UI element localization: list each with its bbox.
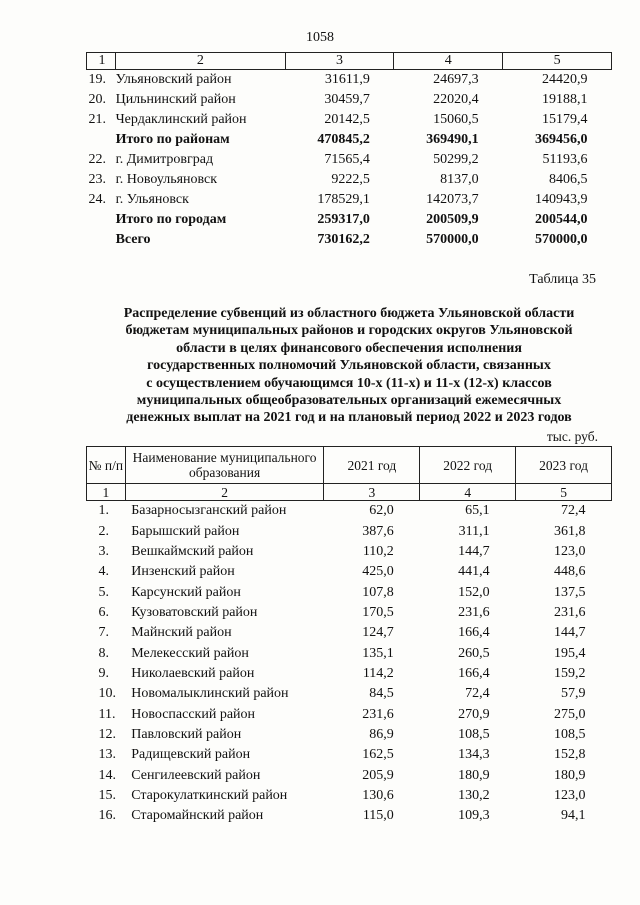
value-col-5: 369456,0 [535, 132, 588, 147]
value-2021: 86,9 [369, 726, 394, 742]
row-number: 12. [98, 726, 116, 742]
row-number: 24. [88, 192, 106, 207]
value-col-5: 140943,9 [535, 192, 588, 207]
value-2021: 130,6 [362, 787, 394, 803]
header-2021: 2021 год [324, 447, 420, 484]
title-line: денежных выплат на 2021 год и на плановый период 2022 и 2023 годов [126, 410, 572, 426]
value-2023: 123,0 [554, 543, 586, 559]
row-number: 13. [98, 747, 116, 763]
value-col-4: 24697,3 [433, 72, 479, 87]
header-name: Наименование муниципального образования [125, 447, 324, 484]
row-number: 7. [98, 625, 109, 641]
value-2023: 180,9 [554, 767, 586, 783]
row-number: 21. [88, 112, 106, 127]
value-2023: 275,0 [554, 706, 586, 722]
municipality-name: Всего [115, 232, 151, 247]
title-line: с осуществлением обучающимся 10-х (11-х) и 11-х (12-х) классов [146, 375, 552, 391]
municipality-name: г. Димитровград [115, 152, 214, 167]
value-2022: 166,4 [458, 625, 490, 641]
value-2022: 441,4 [458, 564, 490, 580]
col-number-2: 2 [116, 53, 285, 70]
table-row [87, 90, 612, 110]
row-number: 23. [88, 172, 106, 187]
table-header-row [87, 447, 612, 484]
value-2021: 387,6 [362, 523, 394, 539]
row-number: 16. [98, 808, 116, 824]
municipality-name: Вешкаймский район [131, 543, 254, 559]
value-col-3: 178529,1 [317, 192, 370, 207]
row-number [87, 210, 116, 230]
title-line: Распределение субвенций из областного бюджета Ульяновской области [123, 306, 575, 321]
row-number: 4. [98, 564, 109, 580]
title-line: государственных полномочий Ульяновской области, связанных [147, 358, 551, 374]
municipality-name: Сенгилеевский район [131, 767, 261, 783]
municipality-name: г. Новоульяновск [115, 172, 218, 187]
table-row [87, 745, 612, 765]
municipality-name: г. Ульяновск [115, 192, 189, 207]
column-number-row [87, 484, 612, 501]
value-2023: 159,2 [554, 665, 586, 681]
value-2022: 65,1 [465, 503, 490, 519]
top-continuation-table [86, 52, 612, 250]
value-2021: 162,5 [362, 747, 394, 763]
table-row [87, 190, 612, 210]
col-number-3: 3 [324, 484, 420, 501]
value-2022: 130,2 [458, 787, 490, 803]
table-row [87, 623, 612, 643]
table-row [87, 501, 612, 522]
row-number: 1. [98, 503, 109, 519]
value-2023: 195,4 [554, 645, 586, 661]
value-2021: 62,0 [369, 503, 394, 519]
value-2021: 135,1 [362, 645, 394, 661]
value-col-4: 22020,4 [433, 92, 479, 107]
table-row [87, 70, 612, 91]
value-2023: 361,8 [554, 523, 586, 539]
row-number [87, 130, 116, 150]
table-label: Таблица 35 [529, 272, 596, 287]
value-col-3: 30459,7 [324, 92, 370, 107]
municipality-name: Николаевский район [131, 665, 255, 681]
value-col-3: 9222,5 [331, 172, 370, 187]
value-col-4: 15060,5 [433, 112, 479, 127]
value-2021: 114,2 [362, 665, 394, 681]
table-title [86, 305, 612, 427]
subventions-table [86, 446, 612, 827]
value-col-3: 31611,9 [324, 72, 370, 87]
header-2023: 2023 год [516, 447, 612, 484]
municipality-name: Ульяновский район [115, 72, 232, 87]
municipality-name: Итого по районам [115, 132, 230, 147]
page-number: 1058 [306, 30, 334, 45]
value-2023: 94,1 [561, 808, 586, 824]
municipality-name: Барышский район [131, 523, 240, 539]
title-line: муниципальных общеобразовательных организаций ежемесячных [136, 393, 562, 409]
col-number-1: 1 [87, 53, 116, 70]
value-2022: 231,6 [458, 604, 490, 620]
col-number-5: 5 [503, 53, 612, 70]
value-2022: 260,5 [458, 645, 490, 661]
row-number: 20. [88, 92, 106, 107]
header-number: № п/п [87, 447, 126, 484]
table-row [87, 725, 612, 745]
table-row [87, 521, 612, 541]
table-row [87, 110, 612, 130]
value-col-5: 24420,9 [542, 72, 588, 87]
row-number: 5. [98, 584, 109, 600]
value-col-5: 570000,0 [535, 232, 588, 247]
value-col-5: 15179,4 [542, 112, 588, 127]
col-number-4: 4 [420, 484, 516, 501]
table-row [87, 664, 612, 684]
units-label: тыс. руб. [546, 429, 598, 444]
row-number: 9. [98, 665, 109, 681]
row-number: 2. [98, 523, 109, 539]
title-line: области в целях финансового обеспечения исполнения [176, 340, 522, 356]
total-row [87, 130, 612, 150]
value-2021: 107,8 [362, 584, 394, 600]
value-2021: 205,9 [362, 767, 394, 783]
table-row [87, 582, 612, 602]
col-number-2: 2 [125, 484, 324, 501]
value-2023: 108,5 [554, 726, 586, 742]
row-number: 19. [88, 72, 106, 87]
municipality-name: Новомалыклинский район [131, 686, 289, 702]
value-2023: 57,9 [561, 686, 586, 702]
value-2023: 231,6 [554, 604, 586, 620]
value-col-4: 200509,9 [426, 212, 479, 227]
table-row [87, 765, 612, 785]
table-row [87, 562, 612, 582]
value-2023: 123,0 [554, 787, 586, 803]
value-2022: 270,9 [458, 706, 490, 722]
table-row [87, 786, 612, 806]
value-2023: 144,7 [554, 625, 586, 641]
municipality-name: Базарносызганский район [131, 503, 287, 519]
row-number: 14. [98, 767, 116, 783]
table-row [87, 806, 612, 826]
row-number [87, 230, 116, 250]
value-2023: 152,8 [554, 747, 586, 763]
value-2022: 311,1 [458, 523, 490, 539]
value-col-4: 50299,2 [433, 152, 479, 167]
table-row [87, 704, 612, 724]
value-2022: 108,5 [458, 726, 490, 742]
municipality-name: Радищевский район [131, 747, 251, 763]
value-2021: 124,7 [362, 625, 394, 641]
municipality-name: Новоспасский район [131, 706, 256, 722]
table-row [87, 542, 612, 562]
title-line: бюджетам муниципальных районов и городских округов Ульяновской [125, 323, 573, 339]
row-number: 15. [98, 787, 116, 803]
municipality-name: Старокулаткинский район [131, 787, 288, 803]
municipality-name: Карсунский район [131, 584, 241, 600]
value-2022: 109,3 [458, 808, 490, 824]
table-row [87, 150, 612, 170]
table-row [87, 684, 612, 704]
row-number: 10. [98, 686, 116, 702]
value-col-4: 570000,0 [426, 232, 479, 247]
col-number-5: 5 [516, 484, 612, 501]
value-col-4: 8137,0 [440, 172, 479, 187]
value-2021: 110,2 [362, 543, 394, 559]
value-col-3: 259317,0 [317, 212, 370, 227]
col-number-3: 3 [285, 53, 394, 70]
value-col-3: 71565,4 [324, 152, 370, 167]
value-2022: 134,3 [458, 747, 490, 763]
value-2023: 72,4 [561, 503, 586, 519]
municipality-name: Цильнинский район [115, 92, 236, 107]
value-col-4: 142073,7 [426, 192, 479, 207]
value-col-3: 730162,2 [317, 232, 370, 247]
value-2021: 425,0 [362, 564, 394, 580]
row-number: 11. [98, 706, 116, 722]
value-col-5: 19188,1 [542, 92, 588, 107]
value-2023: 448,6 [554, 564, 586, 580]
value-2022: 166,4 [458, 665, 490, 681]
value-col-5: 200544,0 [535, 212, 588, 227]
municipality-name: Мелекесский район [131, 645, 249, 661]
row-number: 6. [98, 604, 109, 620]
row-number: 3. [98, 543, 109, 559]
value-col-3: 470845,2 [317, 132, 370, 147]
municipality-name: Инзенский район [131, 564, 235, 580]
value-col-4: 369490,1 [426, 132, 479, 147]
municipality-name: Старомайнский район [131, 808, 264, 824]
row-number: 8. [98, 645, 109, 661]
table-row [87, 603, 612, 623]
value-col-3: 20142,5 [324, 112, 370, 127]
municipality-name: Кузоватовский район [131, 604, 258, 620]
municipality-name: Итого по городам [115, 212, 227, 227]
value-2023: 137,5 [554, 584, 586, 600]
col-number-4: 4 [394, 53, 503, 70]
value-2021: 231,6 [362, 706, 394, 722]
table-row [87, 170, 612, 190]
total-row [87, 230, 612, 250]
value-2021: 115,0 [362, 808, 394, 824]
value-2021: 84,5 [369, 686, 394, 702]
header-2022: 2022 год [420, 447, 516, 484]
value-col-5: 51193,6 [542, 152, 588, 167]
municipality-name: Чердаклинский район [115, 112, 247, 127]
municipality-name: Павловский район [131, 726, 242, 742]
col-number-1: 1 [87, 484, 126, 501]
row-number: 22. [88, 152, 106, 167]
municipality-name: Майнский район [131, 625, 232, 641]
value-2022: 180,9 [458, 767, 490, 783]
table-row [87, 643, 612, 663]
value-2022: 144,7 [458, 543, 490, 559]
value-2022: 72,4 [465, 686, 490, 702]
column-number-row [87, 53, 612, 70]
total-row [87, 210, 612, 230]
value-2021: 170,5 [362, 604, 394, 620]
value-col-5: 8406,5 [549, 172, 588, 187]
value-2022: 152,0 [458, 584, 490, 600]
